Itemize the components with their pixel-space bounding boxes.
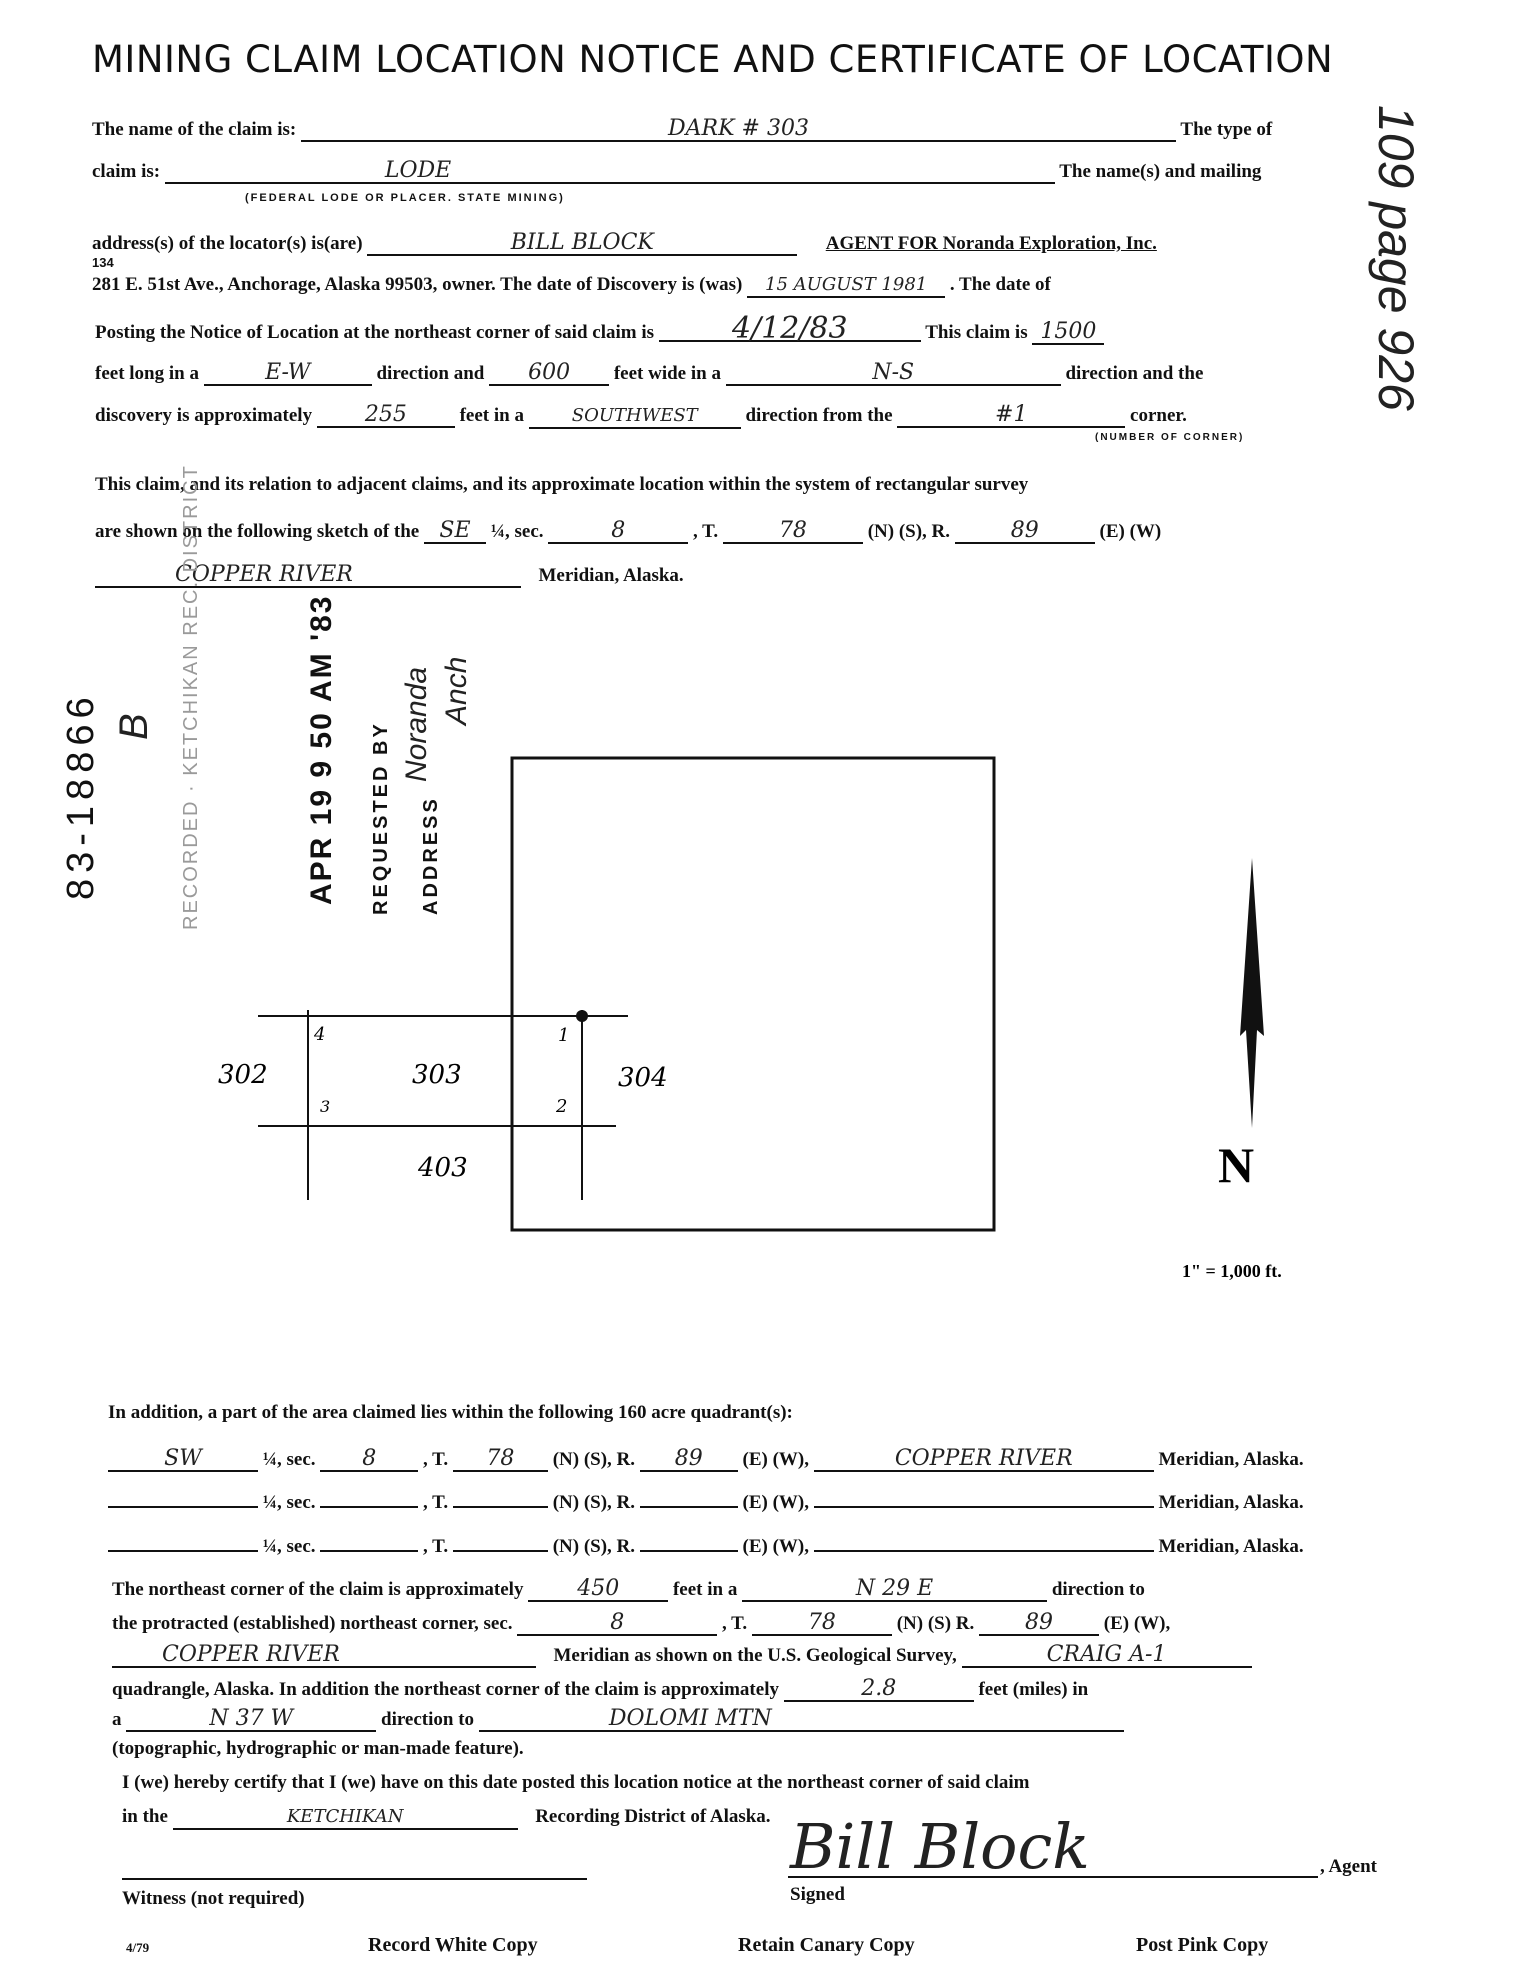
quadrant-1-meridian: COPPER RIVER [814, 1448, 1154, 1472]
northeast-t-label: , T. [722, 1613, 748, 1634]
feature-hint: (topographic, hydrographic or man-made feature). [112, 1738, 524, 1759]
date-label: . The date of [949, 274, 1051, 295]
survey-r-field: 89 [955, 520, 1095, 544]
length-field: 1500 [1032, 321, 1104, 345]
quadrant-2-ew-label: (E) (W), [742, 1492, 809, 1513]
posting-date-field: 4/12/83 [659, 318, 921, 342]
claim-name-field: DARK # 303 [301, 118, 1176, 142]
north-arrow-icon [1240, 858, 1264, 1128]
witness-label: Witness (not required) [122, 1888, 305, 1909]
quadrant-2-meridian [814, 1506, 1154, 1508]
requested-by-label: REQUESTED BY [370, 721, 392, 915]
quadrant-2-t [453, 1506, 548, 1508]
sketch-label-304: 304 [618, 1063, 668, 1093]
claim-type-field: LODE [165, 160, 1055, 184]
quadrant-1-ew-label: (E) (W), [742, 1449, 809, 1470]
quadrant-2-suffix: ¼, sec. [262, 1492, 316, 1513]
northeast-ew-label: (E) (W), [1103, 1613, 1171, 1634]
northeast-row-3 [112, 1644, 1252, 1668]
feet-in-a-label: feet in a [459, 405, 524, 426]
feature-field: DOLOMI MTN [479, 1708, 1124, 1732]
discovery-corner-mark [576, 1010, 588, 1022]
scale-label: 1" = 1,000 ft. [1182, 1261, 1282, 1281]
quadrant-2-quarter [108, 1506, 258, 1508]
northeast-meridian-label: Meridian as shown on the U.S. Geological Survey, [553, 1645, 957, 1666]
quadrant-row-1 [108, 1448, 1304, 1472]
certify-district-field: KETCHIKAN [173, 1806, 518, 1830]
survey-quarter-suffix: ¼, sec. [490, 521, 544, 542]
quadrant-3-r [640, 1550, 738, 1552]
northeast-r-field: 89 [979, 1612, 1099, 1636]
northeast-quad-field: CRAIG A-1 [962, 1644, 1252, 1668]
quadrant-3-t [453, 1550, 548, 1552]
discovery-distance-field: 255 [317, 404, 455, 428]
claim-type-label-b: claim is: [92, 161, 161, 182]
survey-meridian-field: COPPER RIVER [95, 564, 521, 588]
corner-hint: (NUMBER OF CORNER) [1095, 432, 1245, 443]
canary-copy-label: Retain Canary Copy [738, 1934, 915, 1956]
certify-in-the: in the [122, 1806, 168, 1827]
northeast-a-label: a [112, 1709, 122, 1730]
discovery-direction-field: SOUTHWEST [529, 405, 741, 429]
claim-square [512, 758, 994, 1230]
northeast-feet-in-a: feet in a [672, 1579, 738, 1600]
quadrant-3-ew-label: (E) (W), [742, 1536, 809, 1557]
northeast-meridian-field: COPPER RIVER [112, 1644, 536, 1668]
northeast-miles-label: feet (miles) in [978, 1679, 1089, 1700]
address-handwriting: Anch [440, 656, 473, 725]
width-field: 600 [489, 362, 609, 386]
quadrant-2-ns-label: (N) (S), R. [552, 1492, 636, 1513]
requested-by-handwriting: Noranda [400, 666, 433, 782]
northeast-sec-field: 8 [517, 1612, 717, 1636]
serial-initial: B [112, 713, 156, 740]
claim-name-label: The name of the claim is: [92, 119, 297, 140]
quadrant-2-r [640, 1506, 738, 1508]
survey-t-label: , T. [693, 521, 719, 542]
feature-direction-field: N 37 W [126, 1708, 376, 1732]
long-direction-field: E-W [204, 362, 372, 386]
posting-label: Posting the Notice of Location at the northeast corner of said claim is [95, 322, 655, 343]
book-page-number: 109 page 926 [1368, 105, 1424, 411]
address-number: 134 [92, 255, 114, 270]
survey-meridian-label: Meridian, Alaska. [538, 565, 684, 586]
northeast-miles-field: 2.8 [784, 1678, 974, 1702]
sketch-label-403: 403 [418, 1153, 468, 1183]
quadrant-3-t-label: , T. [423, 1536, 449, 1557]
agent-text: AGENT FOR Noranda Exploration, Inc. [825, 233, 1157, 254]
direction-and-label: direction and [376, 363, 485, 384]
northeast-ns-label: (N) (S) R. [896, 1613, 975, 1634]
quadrant-row-3 [108, 1536, 1304, 1558]
locator-field: BILL BLOCK [367, 232, 797, 256]
northeast-row-1 [112, 1578, 1145, 1602]
form-number: 4/79 [126, 1940, 150, 1955]
survey-ns-label: (N) (S), R. [867, 521, 951, 542]
survey-t-field: 78 [723, 520, 863, 544]
quadrant-1-quarter: SW [108, 1448, 258, 1472]
quadrant-2-t-label: , T. [423, 1492, 449, 1513]
northeast-label-a: The northeast corner of the claim is approximately [112, 1579, 524, 1600]
corner-label-1: 1 [558, 1025, 570, 1046]
quadrant-1-suffix: ¼, sec. [262, 1449, 316, 1470]
quadrant-3-meridian-label: Meridian, Alaska. [1158, 1536, 1304, 1557]
quadrant-3-meridian [814, 1550, 1154, 1552]
quadrant-1-meridian-label: Meridian, Alaska. [1158, 1449, 1304, 1470]
quadrant-1-ns-label: (N) (S), R. [552, 1449, 636, 1470]
quadrant-3-suffix: ¼, sec. [262, 1536, 316, 1557]
survey-ew-label: (E) (W) [1099, 521, 1162, 542]
address-label: ADDRESS [420, 796, 442, 915]
quadrant-1-t: 78 [453, 1448, 548, 1472]
north-label: N [1218, 1137, 1255, 1193]
northeast-t-field: 78 [752, 1612, 892, 1636]
discovery-date-field: 15 AUGUST 1981 [747, 274, 945, 298]
claim-type-label-a: The type of [1180, 119, 1273, 140]
certify-row [122, 1806, 771, 1830]
quadrant-3-sec [320, 1550, 418, 1552]
sketch-label-302: 302 [218, 1060, 268, 1090]
quadrant-intro: In addition, a part of the area claimed lies within the following 160 acre quadrant(s): [108, 1402, 793, 1423]
claim-type-hint: (FEDERAL LODE OR PLACER. STATE MINING) [245, 192, 565, 204]
corner-label-4: 4 [314, 1024, 326, 1045]
corner-number-field: #1 [897, 404, 1125, 428]
corner-label-2: 2 [556, 1096, 568, 1117]
wide-direction-field: N-S [726, 362, 1061, 386]
sketch-label-303: 303 [412, 1060, 462, 1090]
address-text: 281 E. 51st Ave., Anchorage, Alaska 99503, owner. The date of Discovery is (was) [92, 274, 743, 295]
agent-label: , Agent [1320, 1856, 1377, 1877]
recording-district-stamp: RECORDED · KETCHIKAN REC. DISTRICT [180, 464, 202, 930]
quadrant-3-ns-label: (N) (S), R. [552, 1536, 636, 1557]
locator-label-b: address(s) of the locator(s) is(are) [92, 233, 363, 254]
feet-long-label: feet long in a [95, 363, 199, 384]
quadrant-1-sec: 8 [320, 1448, 418, 1472]
quadrant-1-r: 89 [640, 1448, 738, 1472]
northeast-row-4 [112, 1678, 1088, 1702]
direction-from-label: direction from the [745, 405, 893, 426]
signature: Bill Block [790, 1810, 1090, 1883]
pink-copy-label: Post Pink Copy [1136, 1934, 1269, 1956]
witness-line [122, 1878, 587, 1880]
certify-text-b: Recording District of Alaska. [535, 1806, 771, 1827]
northeast-direction-to: direction to [1051, 1579, 1145, 1600]
survey-quarter-field: SE [424, 520, 486, 544]
feet-wide-label: feet wide in a [613, 363, 721, 384]
signed-label: Signed [790, 1884, 845, 1905]
northeast-quad-label: quadrangle, Alaska. In addition the northeast corner of the claim is approximately [112, 1679, 779, 1700]
northeast-distance-field: 450 [528, 1578, 668, 1602]
survey-text-b: are shown on the following sketch of the [95, 521, 420, 542]
survey-text-a: This claim, and its relation to adjacent claims, and its approximate location within the system of rectangular survey [95, 474, 1029, 495]
white-copy-label: Record White Copy [368, 1934, 538, 1956]
recording-serial: 83-18866 [60, 691, 102, 900]
northeast-label-b: the protracted (established) northeast corner, sec. [112, 1613, 513, 1634]
locator-label-a: The name(s) and mailing [1059, 161, 1262, 182]
northeast-row-5 [112, 1708, 1124, 1732]
survey-sec-field: 8 [548, 520, 688, 544]
northeast-row-2 [112, 1612, 1170, 1636]
quadrant-2-sec [320, 1506, 418, 1508]
length-label: This claim is [925, 322, 1028, 343]
discovery-label: discovery is approximately [95, 405, 313, 426]
northeast-direction-field: N 29 E [742, 1578, 1047, 1602]
direction-and-the-label: direction and the [1065, 363, 1204, 384]
quadrant-row-2 [108, 1492, 1304, 1514]
form-title: MINING CLAIM LOCATION NOTICE AND CERTIFICATE OF LOCATION [92, 38, 1334, 81]
corner-label: corner. [1130, 405, 1187, 426]
quadrant-2-meridian-label: Meridian, Alaska. [1158, 1492, 1304, 1513]
recording-date-stamp: APR 19 9 50 AM '83 [305, 594, 338, 905]
corner-label-3: 3 [320, 1097, 331, 1116]
quadrant-1-t-label: , T. [423, 1449, 449, 1470]
feature-direction-to: direction to [381, 1709, 475, 1730]
certify-text-a: I (we) hereby certify that I (we) have on this date posted this location notice at the northeast corner of said claim [122, 1772, 1030, 1793]
quadrant-3-quarter [108, 1550, 258, 1552]
